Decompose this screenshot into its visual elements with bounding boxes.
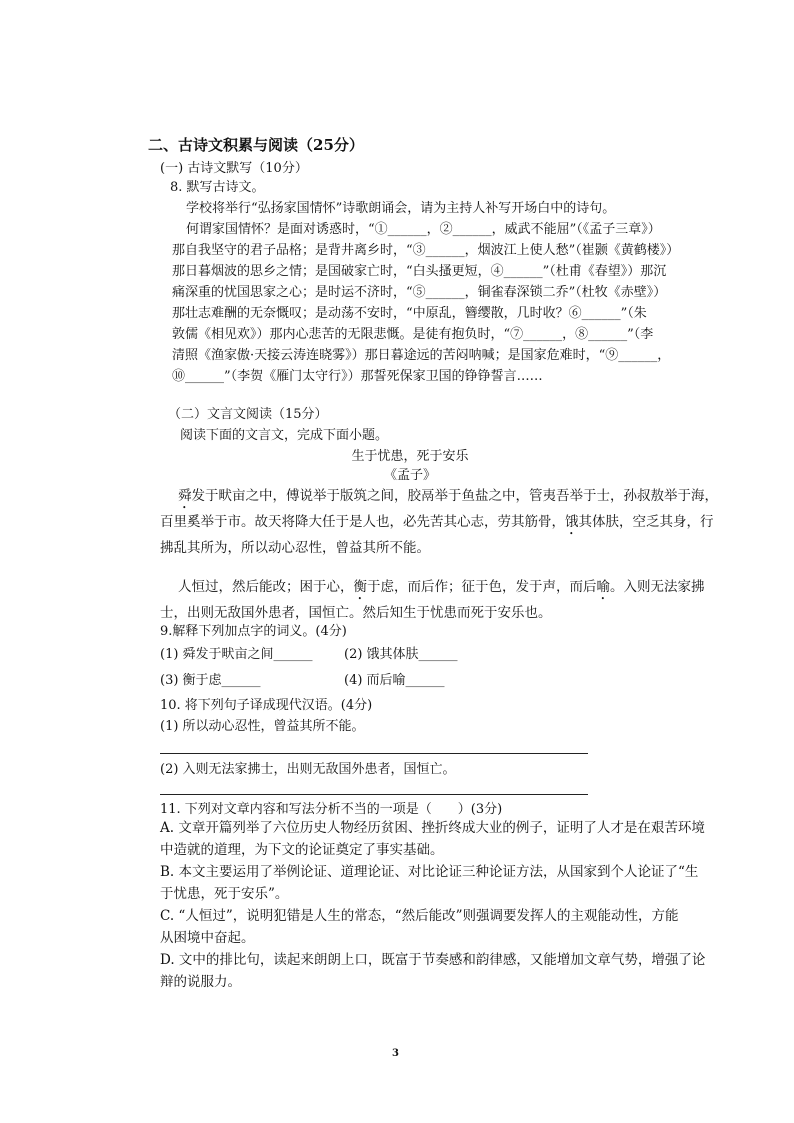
q10-stem: 10. 将下列句子译成现代汉语。(4分) [160, 698, 373, 713]
q9-item: (1) 舜发于畎亩之间______ [160, 647, 313, 662]
q8-line: 那自我坚守的君子品格；是背井离乡时，“③______，烟波江上使人愁”（崔颢《黄鹤楼》） [172, 243, 680, 258]
q8-line: 何谓家国情怀？是面对诱惑时，“①______，②______，威武不能屈”（《孟子三章》） [186, 222, 661, 237]
q11-option-a: A. 文章开篇列举了六位历史人物经历贫困、挫折终成大业的例子，证明了人才是在艰苦环境 [160, 820, 705, 836]
q11-option-c: 从困境中奋起。 [160, 930, 255, 946]
q8-line: 学校将举行“弘扬家国情怀”诗歌朗诵会，请为主持人补写开场白中的诗句。 [186, 201, 616, 216]
passage-line: 舜发于畎亩之中，傅说举于版筑之间，胶鬲举于鱼盐之中，管夷吾举于士，孙叔敖举于海， [178, 488, 718, 504]
passage-line: 士，出则无敌国外患者，国恒亡。然后知生于忧患而死于安乐也。 [160, 605, 552, 621]
part2-heading: （二）文言文阅读（15分） [168, 407, 328, 422]
answer-line [160, 753, 588, 754]
page-number: 3 [392, 1048, 399, 1059]
q8-line: 敦儒《相见欢》）那内心悲苦的无限悲慨。是徒有抱负时，“⑦______，⑧______”（李 [172, 327, 654, 342]
part2-instruction: 阅读下面的文言文，完成下面小题。 [180, 428, 389, 443]
q9-item: (4) 而后喻______ [344, 673, 445, 688]
section-title: 二、古诗文积累与阅读（25分） [148, 136, 364, 154]
q8-label: 8. 默写古诗文。 [170, 180, 265, 195]
q9-item: (2) 饿其体肤______ [344, 647, 458, 662]
q11-option-a: 中造就的道理，为下文的论证奠定了事实基础。 [160, 842, 444, 858]
q11-stem: 11. 下列对文章内容和写法分析不当的一项是（ ）(3分) [160, 802, 503, 817]
q8-line: 清照《渔家傲·天接云涛连晓雾》）那日暮途远的苦闷呐喊；是国家危难时，“⑨______， [172, 348, 671, 363]
q10-item: (2) 入则无法家拂士，出则无敌国外患者，国恒亡。 [160, 762, 456, 777]
q11-option-d: 辩的说服力。 [160, 974, 241, 990]
answer-line [160, 794, 588, 795]
q8-line: ⑩______”（李贺《雁门太守行》）那誓死保家卫国的铮铮誓言…… [172, 369, 543, 384]
passage-line: 百里奚举于市。故天将降大任于是人也，必先苦其心志，劳其筋骨，饿其体肤，空乏其身，行 [160, 514, 714, 530]
q9-item: (3) 衡于虑______ [160, 673, 261, 688]
part1-heading: (一) 古诗文默写（10分） [160, 161, 308, 176]
passage-line: 拂乱其所为，所以动心忍性，曾益其所不能。 [160, 540, 430, 556]
passage-author: 《孟子》 [383, 468, 436, 483]
q8-line: 痛深重的忧国思家之心；是时运不济时，“⑤______，铜雀春深锁二乔”（杜牧《赤壁》） [172, 285, 667, 300]
q11-option-b: 于忧患，死于安乐”。 [160, 886, 289, 902]
passage-line: 人恒过，然后能改；困于心，衡于虑，而后作；征于色，发于声，而后喻。入则无法家拂 [178, 579, 705, 595]
q9-stem: 9.解释下列加点字的词义。(4分) [160, 624, 347, 639]
q11-option-c: C. “人恒过”，说明犯错是人生的常态，“然后能改”则强调要发挥人的主观能动性，方能 [160, 908, 679, 924]
q10-item: (1) 所以动心忍性，曾益其所不能。 [160, 719, 365, 734]
q11-option-d: D. 文中的排比句，读起来朗朗上口，既富于节奏感和韵律感，又能增加文章气势，增强了论 [160, 952, 706, 968]
q8-line: 那日暮烟波的思乡之情；是国破家亡时，“白头搔更短，④______”（杜甫《春望》）那沉 [172, 264, 667, 279]
passage-title: 生于忧患，死于安乐 [351, 449, 469, 464]
q11-option-b: B. 本文主要运用了举例论证、道理论证、对比论证三种论证方法，从国家到个人论证了“生 [160, 864, 699, 880]
q8-line: 那壮志难酬的无奈慨叹；是动荡不安时，“中原乱，簪缨散，几时收？⑥______”（朱 [172, 306, 647, 321]
